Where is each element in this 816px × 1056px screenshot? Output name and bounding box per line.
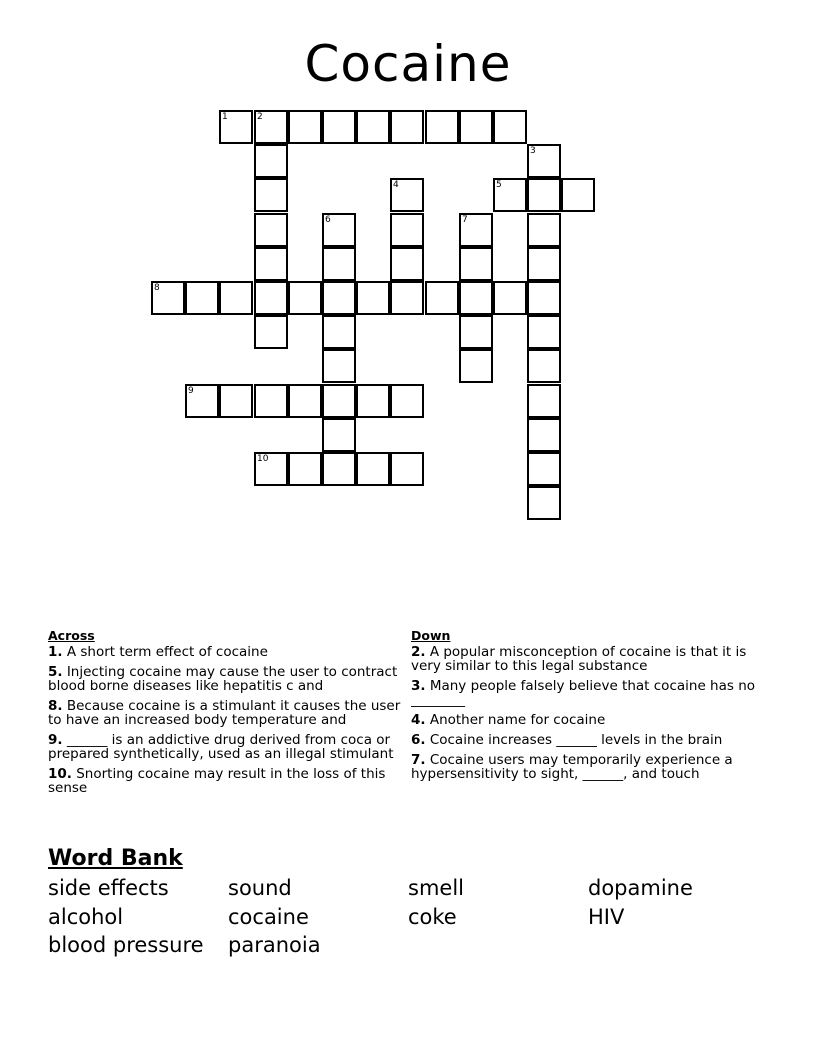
word-bank-item: blood pressure <box>48 933 204 957</box>
down-clue-list <box>411 645 759 781</box>
crossword-cell[interactable] <box>254 452 288 486</box>
crossword-cell[interactable] <box>527 349 561 383</box>
word-bank-item: cocaine <box>228 904 309 929</box>
clue-text: Injecting cocaine may cause the user to contract blood borne diseases like hepatitis c and <box>48 665 398 693</box>
crossword-cell[interactable] <box>527 281 561 315</box>
word-bank-title: Word Bank <box>48 846 183 871</box>
crossword-cell[interactable] <box>459 349 493 383</box>
word-bank-item: alcohol <box>48 904 124 929</box>
word-bank-item: paranoia <box>228 933 321 957</box>
down-clue <box>411 733 759 747</box>
crossword-cell[interactable] <box>254 281 288 315</box>
crossword-cell[interactable] <box>185 384 219 418</box>
crossword-cell[interactable] <box>288 110 322 144</box>
crossword-cell[interactable] <box>254 144 288 178</box>
down-clues <box>411 628 759 787</box>
clue-text: Another name for cocaine <box>429 713 606 727</box>
clue-number: 5 <box>496 180 502 190</box>
crossword-cell[interactable] <box>527 315 561 349</box>
across-clue <box>48 665 404 693</box>
clue-number: 3 <box>530 146 536 156</box>
crossword-cell[interactable] <box>459 247 493 281</box>
clue-number: 6. <box>411 733 426 747</box>
crossword-cell[interactable] <box>356 384 390 418</box>
clue-number: 7. <box>411 753 426 768</box>
crossword-cell[interactable] <box>219 110 253 144</box>
clue-number: 4. <box>411 713 426 727</box>
crossword-cell[interactable] <box>493 178 527 212</box>
clue-number: 6 <box>325 215 331 225</box>
crossword-cell[interactable] <box>322 281 356 315</box>
clue-text: Cocaine users may temporarily experience a hypersensitivity to sight, ______, and touch <box>411 753 733 781</box>
clue-text: A popular misconception of cocaine is that it is very similar to this legal substance <box>411 645 747 673</box>
crossword-cell[interactable] <box>288 384 322 418</box>
crossword-cell[interactable] <box>527 178 561 212</box>
crossword-cell[interactable] <box>219 384 253 418</box>
crossword-cell[interactable] <box>219 281 253 315</box>
down-clue <box>411 645 759 673</box>
clue-number: 2. <box>411 645 426 660</box>
crossword-cell[interactable] <box>459 213 493 247</box>
crossword-cell[interactable] <box>322 418 356 452</box>
crossword-cell[interactable] <box>390 452 424 486</box>
down-clue <box>411 753 759 781</box>
crossword-cell[interactable] <box>254 213 288 247</box>
clue-number: 8. <box>48 699 63 714</box>
word-bank <box>48 844 788 960</box>
crossword-cell[interactable] <box>527 418 561 452</box>
crossword-cell[interactable] <box>322 247 356 281</box>
crossword-cell[interactable] <box>425 110 459 144</box>
page-title: Cocaine <box>304 35 512 93</box>
down-clue <box>411 679 759 707</box>
clue-number: 1. <box>48 645 63 659</box>
crossword-cell[interactable] <box>322 349 356 383</box>
clue-text: Cocaine increases ______ levels in the brain <box>429 733 723 747</box>
clue-text: Because cocaine is a stimulant it causes the user to have an increased body temperature and <box>48 699 401 727</box>
down-heading: Down <box>411 628 451 643</box>
crossword-cell[interactable] <box>527 486 561 520</box>
across-clues <box>48 628 404 801</box>
crossword-cell[interactable] <box>390 110 424 144</box>
crossword-cell[interactable] <box>356 452 390 486</box>
clue-text: ______ is an addictive drug derived from coca or prepared synthetically, used as an illegal stimulant <box>48 733 394 761</box>
word-bank-item: coke <box>408 904 457 929</box>
crossword-cell[interactable] <box>322 213 356 247</box>
crossword-cell[interactable] <box>561 178 595 212</box>
across-clue <box>48 767 404 795</box>
word-bank-item: dopamine <box>588 876 693 900</box>
crossword-cell[interactable] <box>322 452 356 486</box>
word-bank-list <box>48 874 788 960</box>
clue-text: Snorting cocaine may result in the loss of this sense <box>48 767 386 795</box>
crossword-cell[interactable] <box>527 144 561 178</box>
across-heading: Across <box>48 628 95 643</box>
crossword-cell[interactable] <box>493 281 527 315</box>
across-clue-list <box>48 645 404 795</box>
crossword-cell[interactable] <box>254 247 288 281</box>
across-clue <box>48 645 404 659</box>
clue-number: 9 <box>188 386 194 396</box>
crossword-cell[interactable] <box>288 452 322 486</box>
crossword-cell[interactable] <box>390 384 424 418</box>
crossword-cell[interactable] <box>390 281 424 315</box>
clue-number: 1 <box>222 112 228 122</box>
crossword-cell[interactable] <box>390 213 424 247</box>
crossword-cell[interactable] <box>151 281 185 315</box>
clue-number: 7 <box>462 215 468 225</box>
word-bank-item: side effects <box>48 876 169 900</box>
crossword-cell[interactable] <box>493 110 527 144</box>
crossword-cell[interactable] <box>527 384 561 418</box>
clue-text: Many people falsely believe that cocaine has no ________ <box>411 679 756 707</box>
crossword-cell[interactable] <box>459 110 493 144</box>
across-clue <box>48 699 404 727</box>
crossword-cell[interactable] <box>390 247 424 281</box>
word-bank-item: HIV <box>588 904 625 929</box>
word-bank-item: smell <box>408 876 464 900</box>
clue-number: 10. <box>48 767 72 782</box>
crossword-cell[interactable] <box>254 178 288 212</box>
clue-number: 9. <box>48 733 63 748</box>
crossword-cell[interactable] <box>288 281 322 315</box>
clue-number: 5. <box>48 665 63 680</box>
clue-number: 2 <box>257 112 263 122</box>
down-clue <box>411 713 759 727</box>
crossword-cell[interactable] <box>356 281 390 315</box>
crossword-cell[interactable] <box>254 110 288 144</box>
crossword-cell[interactable] <box>390 178 424 212</box>
clue-number: 4 <box>393 180 399 190</box>
crossword-cell[interactable] <box>254 384 288 418</box>
crossword-cell[interactable] <box>527 213 561 247</box>
clue-number: 3. <box>411 679 426 694</box>
clue-text: A short term effect of cocaine <box>66 645 268 659</box>
across-clue <box>48 733 404 761</box>
crossword-cell[interactable] <box>425 281 459 315</box>
crossword-cell[interactable] <box>459 315 493 349</box>
crossword-cell[interactable] <box>185 281 219 315</box>
crossword-cell[interactable] <box>527 247 561 281</box>
clue-number: 10 <box>257 454 269 464</box>
clue-number: 8 <box>154 283 160 293</box>
crossword-cell[interactable] <box>527 452 561 486</box>
crossword-cell[interactable] <box>356 110 390 144</box>
crossword-cell[interactable] <box>322 315 356 349</box>
crossword-cell[interactable] <box>322 384 356 418</box>
word-bank-item: sound <box>228 876 292 900</box>
crossword-cell[interactable] <box>459 281 493 315</box>
crossword-cell[interactable] <box>322 110 356 144</box>
crossword-cell[interactable] <box>254 315 288 349</box>
